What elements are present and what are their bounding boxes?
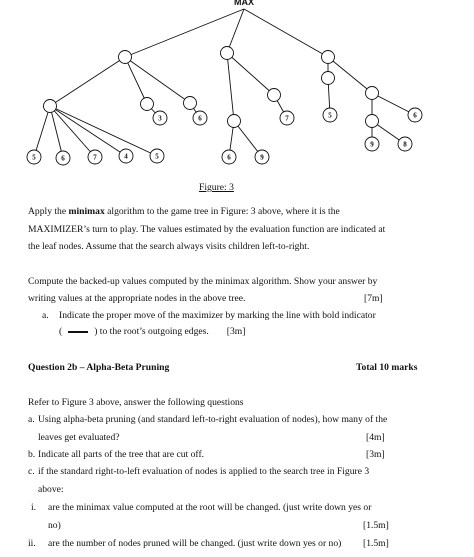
internal-node (366, 87, 379, 100)
q-a-line-1: Using alpha-beta pruning (and standard left-to-right evaluation of nodes), how many of the (38, 414, 388, 425)
leaf-node (255, 150, 269, 164)
leaf-value: 7 (93, 153, 97, 162)
internal-node (44, 100, 57, 113)
intro-line-1: Apply the minimax algorithm to the game tree in Figure: 3 above, where it is the (28, 206, 340, 217)
tree-edge (125, 57, 190, 103)
q-i-line-1: are the minimax value computed at the root will be changed. (just write down yes or (48, 502, 372, 513)
leaf-node (193, 111, 207, 125)
internal-node (184, 97, 197, 110)
leaf-node (408, 108, 422, 122)
leaf-value: 3 (158, 114, 162, 123)
root-max-label: MAX (234, 0, 254, 7)
intro-line-3: the leaf nodes. Assume that the search always visits children left-to-right. (28, 241, 310, 252)
q-b-label: b. (28, 449, 36, 460)
tree-edge (34, 106, 50, 157)
bold-indicator-line (68, 331, 88, 333)
tree-edge (227, 9, 244, 53)
q-b-marks: [3m] (366, 449, 385, 460)
internal-node (141, 98, 154, 111)
leaf-node (398, 137, 412, 151)
leaf-value: 6 (198, 114, 202, 123)
tree-edge (227, 53, 234, 121)
internal-node (322, 51, 335, 64)
leaf-value: 5 (32, 153, 36, 162)
q-c-line-2: above: (38, 484, 64, 495)
item-a-line-1: Indicate the proper move of the maximizer by marking the line with bold indicator (59, 310, 376, 321)
leaf-value: 9 (260, 153, 264, 162)
leaf-value: 4 (124, 152, 128, 161)
leaf-value: 7 (285, 114, 289, 123)
q-i-line-2: no) (48, 520, 61, 531)
q-a-label: a. (28, 414, 35, 425)
leaf-node (56, 151, 70, 165)
tree-edge (227, 53, 274, 95)
q-a-marks: [4m] (366, 432, 385, 443)
question-total-marks: Total 10 marks (356, 362, 418, 373)
tree-edge (328, 57, 372, 93)
compute-line-1: Compute the backed-up values computed by the minimax algorithm. Show your answer by (28, 276, 378, 287)
item-a-label: a. (42, 310, 49, 321)
internal-node (366, 115, 379, 128)
leaf-value: 9 (370, 140, 374, 149)
leaf-value: 6 (227, 153, 231, 162)
item-a-line-2: ( ) to the root’s outgoing edges. [3m] (59, 326, 246, 337)
leaf-node (27, 150, 41, 164)
figure-caption: Figure: 3 (199, 182, 234, 193)
leaf-node (88, 150, 102, 164)
leaf-node (365, 137, 379, 151)
leaf-node (150, 149, 164, 163)
internal-node (119, 51, 132, 64)
leaf-value: 5 (328, 111, 332, 120)
tree-edge (50, 106, 157, 156)
compute-marks: [7m] (364, 293, 383, 304)
compute-line-2: writing values at the appropriate nodes in the above tree. (28, 293, 246, 304)
q-c-label: c. (28, 466, 35, 477)
leaf-value: 6 (413, 111, 417, 120)
leaf-node (323, 108, 337, 122)
q-a-line-2: leaves get evaluated? (38, 432, 120, 443)
leaf-node (153, 111, 167, 125)
q-ii-marks: [1.5m] (363, 538, 389, 549)
refer-line: Refer to Figure 3 above, answer the following questions (28, 397, 244, 408)
leaf-node (280, 111, 294, 125)
leaf-node (222, 150, 236, 164)
q-i-marks: [1.5m] (363, 520, 389, 531)
game-tree-figure (0, 0, 474, 175)
q-c-line-1: if the standard right-to-left evaluation of nodes is applied to the search tree in Figure 3 (38, 466, 370, 477)
q-ii-text: are the number of nodes pruned will be changed. (just write down yes or no) (48, 538, 342, 549)
internal-node (322, 72, 335, 85)
internal-node (221, 47, 234, 60)
intro-line-2: MAXIMIZER’s turn to play. The values estimated by the evaluation function are indicated at (28, 224, 386, 235)
q-b-text: Indicate all parts of the tree that are cut off. (38, 449, 205, 460)
leaf-value: 6 (61, 154, 65, 163)
leaf-value: 8 (403, 140, 407, 149)
tree-edge (125, 57, 147, 104)
leaf-value: 5 (155, 152, 159, 161)
internal-node (268, 89, 281, 102)
q-i-label: i. (31, 502, 37, 513)
tree-edge (50, 57, 125, 106)
internal-node (228, 115, 241, 128)
leaf-node (119, 149, 133, 163)
question-title: Question 2b – Alpha-Beta Pruning (28, 362, 170, 373)
q-ii-label: ii. (28, 538, 36, 549)
tree-edge (244, 9, 328, 57)
